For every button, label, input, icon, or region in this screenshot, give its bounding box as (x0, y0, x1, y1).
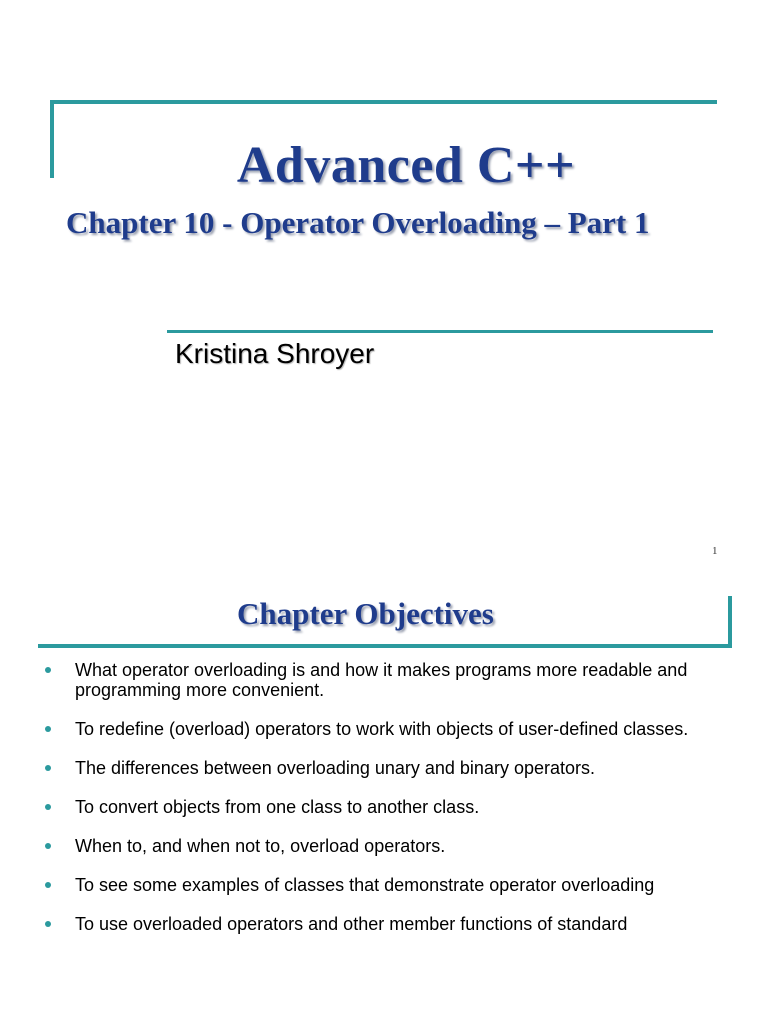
objective-text: To use overloaded operators and other member functions of standard (75, 914, 628, 934)
list-item (0, 836, 768, 856)
page-number: 1 (712, 545, 718, 557)
right-accent-rule (728, 596, 732, 648)
slide-subtitle: Chapter 10 - Operator Overloading – Part 1 (66, 205, 650, 240)
objectives-title: Chapter Objectives (237, 596, 494, 631)
bullet-icon (45, 843, 51, 849)
list-item (0, 914, 768, 934)
objective-text: To see some examples of classes that demonstrate operator overloading (75, 875, 655, 895)
objectives-list (0, 660, 768, 953)
author-name: Kristina Shroyer (175, 338, 375, 369)
objectives-slide (0, 576, 768, 1024)
bullet-icon (45, 804, 51, 810)
objective-text: To convert objects from one class to another class. (75, 797, 480, 817)
list-item (0, 758, 768, 778)
top-accent-rule (50, 100, 717, 104)
list-item (0, 875, 768, 895)
bullet-icon (45, 726, 51, 732)
list-item (0, 660, 768, 700)
objective-text: The differences between overloading unary and binary operators. (75, 758, 595, 778)
bullet-icon (45, 921, 51, 927)
bullet-icon (45, 667, 51, 673)
objective-text: When to, and when not to, overload operators. (75, 836, 446, 856)
title-underline-rule (38, 644, 732, 648)
author-accent-rule (167, 330, 713, 333)
list-item (0, 797, 768, 817)
bullet-icon (45, 882, 51, 888)
slide-title: Advanced C++ (236, 137, 576, 194)
objective-text: To redefine (overload) operators to work with objects of user-defined classes. (75, 719, 689, 739)
list-item (0, 719, 768, 739)
objective-text: What operator overloading is and how it makes programs more readable and programming more convenient. (75, 660, 688, 700)
bullet-icon (45, 765, 51, 771)
